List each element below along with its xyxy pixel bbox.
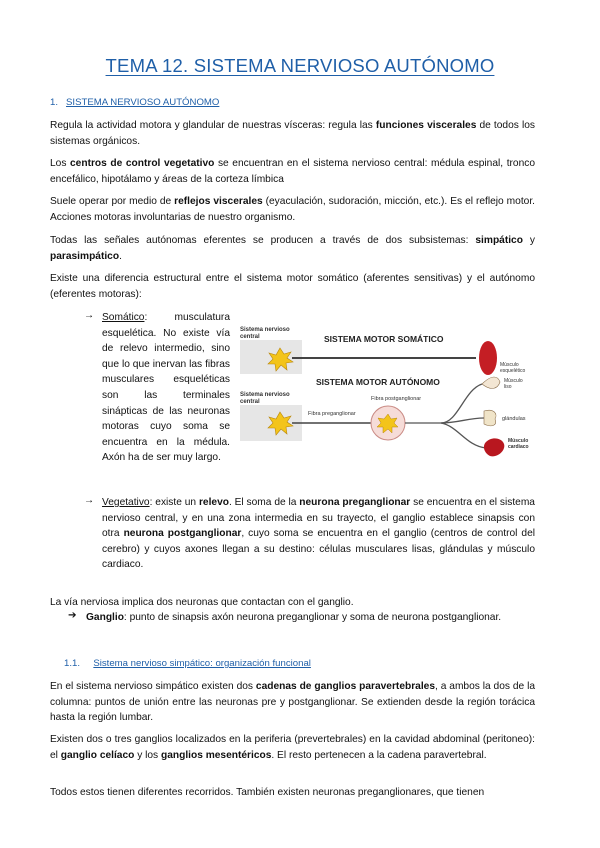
- skeletal-muscle-icon: [479, 341, 497, 375]
- paragraph-subsistemas: [50, 233, 535, 264]
- target-cardiac-label-1: Músculo: [508, 438, 529, 444]
- paragraph-diferencia: Existe una diferencia estructural entre el sistema motor somático (aferentes sensitivas) y el autónomo (eferentes motoras):: [50, 273, 535, 300]
- paragraph-recorridos: Todos estos tienen diferentes recorridos. También existen neuronas preganglionares, que tienen: [50, 787, 485, 798]
- cns-label-somatic-2: central: [240, 334, 260, 340]
- arrow-icon: ➔: [68, 610, 77, 621]
- page-title: TEMA 12. SISTEMA NERVIOSO AUTÓNOMO: [105, 55, 495, 76]
- title-autonomic: SISTEMA MOTOR AUTÓNOMO: [316, 377, 440, 387]
- vegetativo-label: Vegetativo: [102, 497, 150, 508]
- text: : musculatura esquelética. No existe vía de relevo intermedio, sino que lo que inervan las fibras musculares esqueléticas son las terminales sinápticas de las neuronas motoras cuyo soma se encuentra en la médula. Axón ha de ser muy largo.: [102, 312, 230, 464]
- ganglio-item: [86, 610, 536, 626]
- text: : punto de sinapsis axón neurona preganglionar y soma de neurona postganglionar.: [123, 612, 502, 623]
- cns-label-autonomic-2: central: [240, 399, 260, 405]
- text: . El resto pertenecen a la cadena paravertebral.: [271, 749, 487, 761]
- paragraph-cadenas: [50, 679, 535, 726]
- bold-term: centros de control vegetativo: [70, 158, 215, 169]
- bold-term: neurona preganglionar: [299, 497, 411, 508]
- text: Regula la actividad motora y glandular de nuestras vísceras: regula las: [50, 120, 376, 131]
- cns-label-somatic-1: Sistema nervioso: [240, 327, 290, 333]
- text: Suele operar por medio de: [50, 196, 175, 207]
- text: de todos los sistemas orgánicos.: [50, 120, 535, 147]
- title-somatic: SISTEMA MOTOR SOMÁTICO: [324, 334, 444, 344]
- bold-term: relevo: [198, 497, 229, 508]
- bold-term: ganglio celíaco: [60, 749, 135, 761]
- target-skeletal-label-2: esquelético: [500, 368, 526, 374]
- arrow-icon: →: [84, 495, 95, 506]
- bold-term: cadenas de ganglios paravertebrales: [255, 681, 436, 692]
- target-smooth-label-2: liso: [504, 384, 512, 390]
- vegetativo-item: [102, 495, 535, 573]
- bold-term: Ganglio: [86, 612, 124, 623]
- target-glands-label: glándulas: [502, 416, 526, 422]
- bold-term: parasimpático: [50, 250, 120, 262]
- gland-icon: [484, 410, 496, 426]
- target-skeletal-label-1: Músculo: [500, 362, 519, 368]
- text: Los: [50, 158, 71, 169]
- smooth-muscle-icon: [482, 377, 500, 388]
- arrow-icon: →: [84, 310, 95, 321]
- paragraph-reflejos: [50, 194, 535, 225]
- text: (eyaculación, sudoración, micción, etc.). Es el reflejo motor. Acciones motoras involuntarias de nuestro organismo.: [50, 196, 535, 223]
- cns-label-autonomic-1: Sistema nervioso: [240, 392, 290, 398]
- target-cardiac-label-2: cardiaco: [508, 444, 529, 450]
- postganglionic-axon-cardiac: [441, 423, 486, 448]
- somatico-item: [102, 310, 230, 466]
- postganglionic-axon-smooth: [405, 384, 482, 423]
- text: .: [119, 250, 122, 262]
- text: se encuentra en el sistema nervioso central, y en una zona intermedia en su trayecto, el ganglio establece sinapsis con otra: [102, 497, 535, 539]
- motor-systems-diagram: [236, 318, 542, 460]
- cardiac-muscle-icon: [484, 438, 504, 456]
- section-number: 1.: [50, 97, 59, 108]
- text: se encuentran en el sistema nervioso central: médula espinal, tronco encefálico, hipotálamo y áreas de la corteza límbica: [50, 158, 536, 185]
- text: y: [522, 235, 535, 246]
- bold-term: simpático: [475, 235, 523, 246]
- text: , a ambos la dos de la columna: puntos de unión entre las neuronas pre y postganglionar. Se extienden desde la región torácica hasta la región lumbar.: [50, 681, 536, 723]
- section-heading-1: [50, 97, 219, 108]
- postganglionic-axon-glands: [441, 418, 484, 423]
- bold-term: funciones viscerales: [375, 120, 477, 131]
- text: , cuyo soma se encuentra en el ganglio (centros de control del cerebro) y cuyos axones llegan a su destino: células musculares lisas, glándulas y músculo cardiaco.: [102, 528, 536, 570]
- fiber-pre-label: Fibra preganglionar: [308, 411, 356, 417]
- paragraph-via-nerviosa: La vía nerviosa implica dos neuronas que contactan con el ganglio.: [50, 597, 354, 608]
- text: : existe un: [149, 497, 199, 508]
- somatico-label: Somático: [102, 312, 145, 323]
- text: . El soma de la: [228, 497, 300, 508]
- bold-term: neurona postganglionar: [123, 528, 242, 539]
- bold-term: ganglios mesentéricos: [160, 749, 272, 761]
- paragraph-centros: [50, 156, 535, 187]
- text: En el sistema nervioso simpático existen dos: [50, 681, 256, 692]
- target-smooth-label-1: Músculo: [504, 378, 523, 384]
- text: Existen dos o tres ganglios localizados en la periferia (prevertebrales) en la cavidad abdominal (peritoneo): el: [50, 734, 535, 761]
- fiber-post-label: Fibra postganglionar: [371, 396, 422, 402]
- section-title: SISTEMA NERVIOSO AUTÓNOMO: [66, 97, 220, 108]
- section-heading-1-1: [64, 658, 311, 669]
- section-title: Sistema nervioso simpático: organización funcional: [93, 658, 311, 669]
- bold-term: reflejos viscerales: [174, 196, 263, 207]
- section-number: 1.1.: [64, 658, 81, 669]
- text: y los: [134, 749, 161, 761]
- text: Todas las señales autónomas eferentes se producen a través de dos subsistemas:: [50, 235, 476, 246]
- paragraph-intro: [50, 118, 535, 149]
- paragraph-prevertebrales: [50, 732, 535, 763]
